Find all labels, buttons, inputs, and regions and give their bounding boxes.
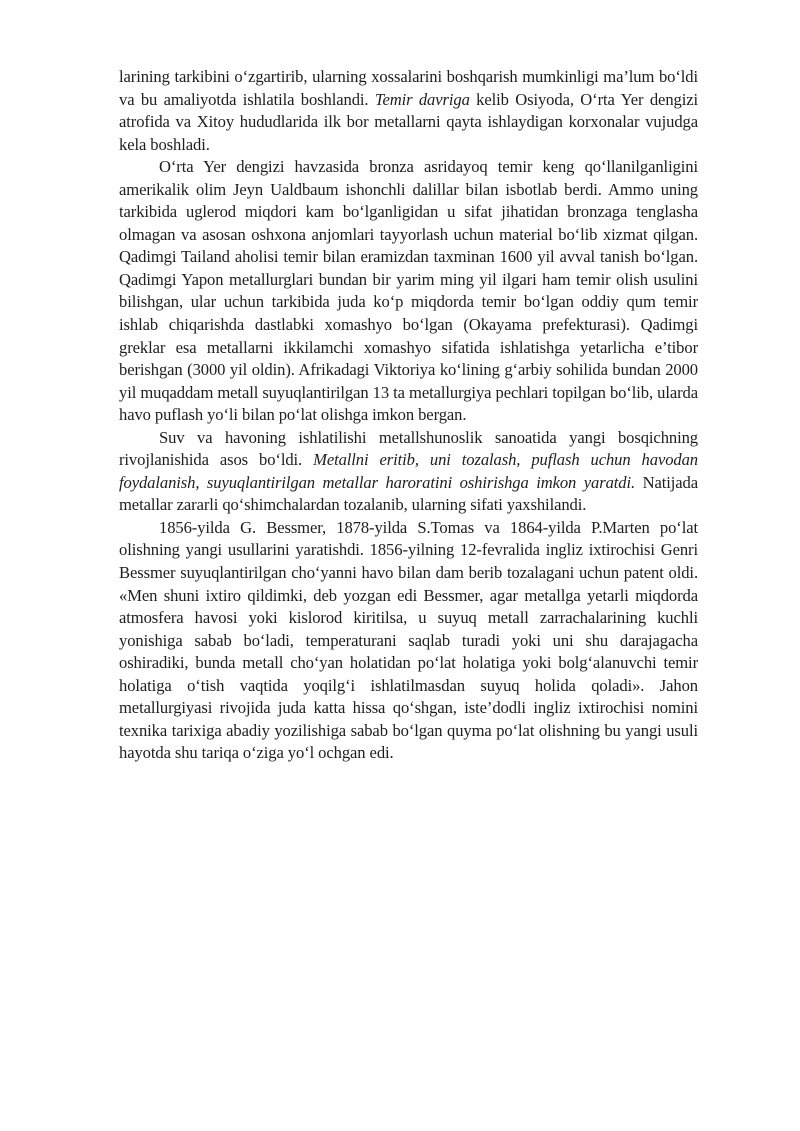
paragraph-1 [119,66,698,156]
italic-term-temir-davriga: Temir davriga [374,89,470,109]
paragraph-text: larining tarkibini o‘zgartirib, ularning xossalarini boshqarish mumkinligi ma’lum bo‘ldi va bu amaliyotda ishlatila boshlandi. [119,67,698,109]
paragraph-text: Natijada metallar zararli qo‘shimchalardan tozalanib, ularning sifati yaxshilandi. [119,472,698,515]
paragraph-4 [119,517,698,765]
paragraph-text: O‘rta Yer dengizi havzasida bronza asridayoq temir keng qo‘llanilganligini amerikalik olim Jeyn Ualdbaum ishonchli dalillar bilan isbotlab berdi. Ammo uning tarkibida uglerod miqdori kam bo‘lganligidan u sifat jihatidan bronzaga tenglasha olmagan va asosan oshxona anjomlari tayyorlash uchun material bo‘lib xizmat qilgan. Qadimgi Tailand aholisi temir bilan eramizdan taxminan 1600 yil avval tanish bo‘lgan. Qadimgi Yapon metallurglari bundan bir yarim ming yil ilgari ham temir olish usulini bilishgan, ular uchun tarkibida juda ko‘p miqdorda temir bo‘lgan oddiy qum temir ishlab chiqarishda dastlabki xomashyo bo‘lgan (Okayama prefekturasi). Qadimgi greklar esa metallarni ikkilamchi xomashyo sifatida ishlatishga yetarlicha e’tibor berishgan (3000 yil oldin). Afrikadagi Viktoriya ko‘lining g‘arbiy sohilida bundan 2000 yil muqaddam metall suyuqlantirilgan 13 ta metallurgiya pechlari topilgan bo‘lib, ularda havo puflash yo‘li bilan po‘lat olishga imkon bergan. [119,157,698,425]
italic-emphasis-sentence: Metallni eritib, uni tozalash, puflash uchun havodan foydalanish, suyuqlantirilgan metallar haroratini oshirishga imkon yaratdi. [119,450,698,492]
paragraph-text: 1856-yilda G. Bessmer, 1878-yilda S.Tomas va 1864-yilda P.Marten po‘lat olishning yangi usullarini yaratishdi. 1856-yilning 12-fevralida ingliz ixtirochisi Genri Bessmer suyuqlantirilgan cho‘yanni havo bilan dam berib tozalagani uchun patent oldi. «Men shuni ixtiro qildimki, deb yozgan edi Bessmer, agar metallga yetarli miqdorda atmosfera havosi yoki kislorod kiritilsa, u suyuq metall zarrachalarining kuchli yonishiga sabab bo‘ladi, temperaturani saqlab turadi yoki uni shu darajagacha oshiradiki, bunda metall cho‘yan holatidan po‘lat holatiga yoki bolg‘alanuvchi temir holatiga o‘tish vaqtida yoqilg‘i ishlatilmasdan suyuq holida qoladi». Jahon metallurgiyasi rivojida juda katta hissa qo‘shgan, iste’dodli ingliz ixtirochisi nomini texnika tarixiga abadiy yozilishiga sabab bo‘lgan quyma po‘lat olishning bu yangi usuli hayotda shu tariqa o‘ziga yo‘l ochgan edi. [119,517,698,763]
body-text [119,66,698,765]
paragraph-3 [119,427,698,517]
paragraph-2 [119,156,698,427]
paragraph-text: Suv va havoning ishlatilishi metallshunoslik sanoatida yangi bosqichning rivojlanishida asos bo‘ldi. [119,427,698,470]
paragraph-text: kelib Osiyoda, O‘rta Yer dengizi atrofida va Xitoy hududlarida ilk bor metallarni qayta ishlaydigan korxonalar vujudga kela boshladi. [119,89,699,154]
